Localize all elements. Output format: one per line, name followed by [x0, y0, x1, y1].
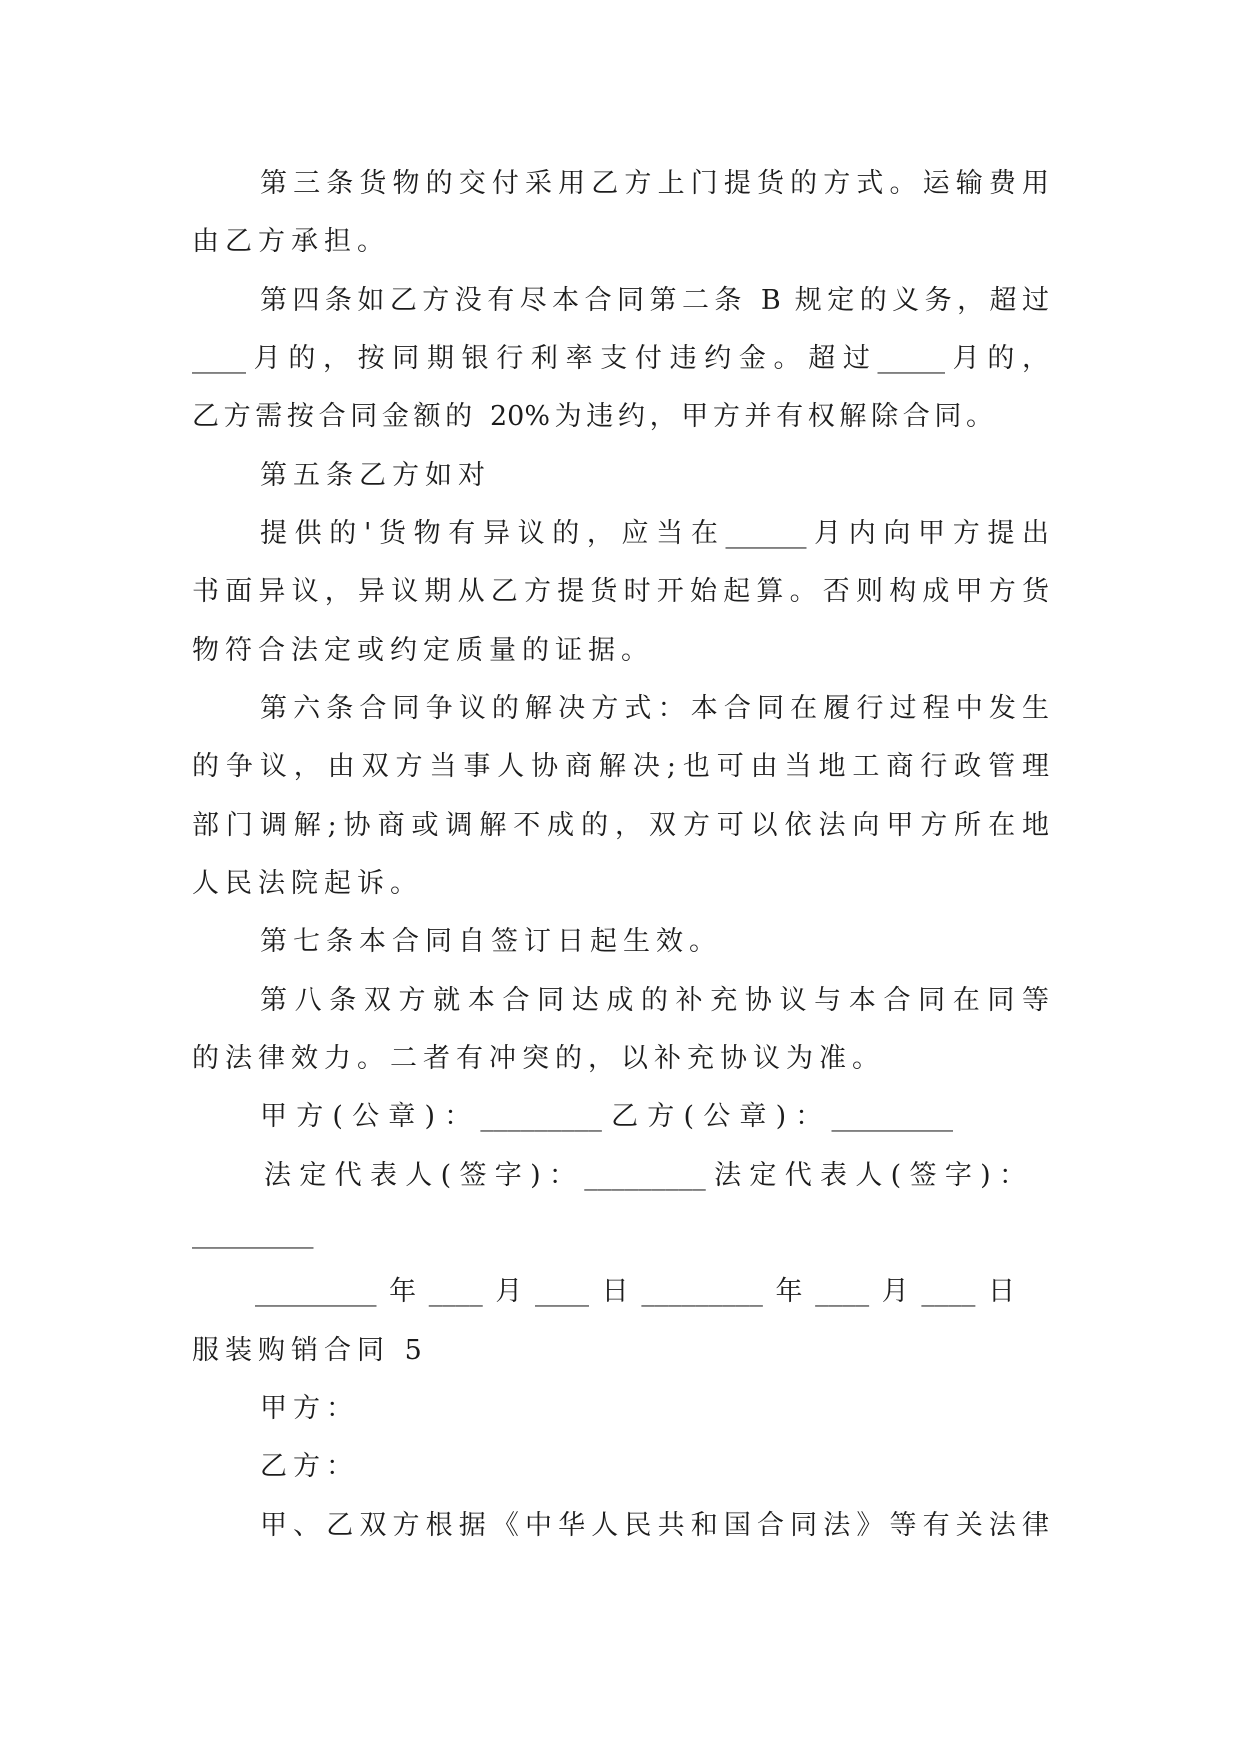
article-5-continuation-line: 提供的'货物有异议的，应当在______月内向甲方提出 — [260, 517, 1049, 549]
article-3-paragraph — [0, 155, 1241, 272]
party-a-label: 甲方： — [260, 1392, 359, 1424]
article-5-line: 第五条乙方如对 — [260, 459, 491, 491]
article-8-line: 第八条双方就本合同达成的补充协议与本合同在同等 — [260, 984, 1049, 1016]
article-6-line: 部门调解;协商或调解不成的，双方可以依法向甲方所在地 — [192, 809, 1049, 841]
article-4-line: ____月的，按同期银行利率支付违约金。超过_____月的， — [192, 342, 1049, 374]
article-5-continuation-line: 书面异议，异议期从乙方提货时开始起算。否则构成甲方货 — [192, 576, 1049, 608]
contract-title: 服装购销合同 5 — [192, 1334, 428, 1366]
article-7-line: 第七条本合同自签订日起生效。 — [260, 926, 722, 958]
representative-line: 法定代表人(签字)：_________法定代表人(签字)： — [264, 1159, 1026, 1191]
article-4-line: 第四条如乙方没有尽本合同第二条 B 规定的义务，超过 — [260, 284, 1049, 316]
article-4-line: 乙方需按合同金额的 20%为违约，甲方并有权解除合同。 — [192, 401, 993, 433]
article-7-paragraph — [0, 913, 1241, 971]
article-6-line: 的争议，由双方当事人协商解决;也可由当地工商行政管理 — [192, 751, 1049, 783]
article-5-continuation-line: 物符合法定或约定质量的证据。 — [192, 634, 654, 666]
article-3-line: 第三条货物的交付采用乙方上门提货的方式。运输费用 — [260, 168, 1049, 199]
document-body — [0, 155, 1241, 1555]
article-8-line: 的法律效力。二者有冲突的，以补充协议为准。 — [192, 1042, 885, 1074]
party-b-label: 乙方： — [260, 1451, 359, 1483]
signature-block — [0, 1088, 1241, 1321]
article-8-paragraph — [0, 972, 1241, 1089]
article-6-paragraph — [0, 680, 1241, 913]
representative-blank-line: _________ — [192, 1217, 314, 1249]
article-4-paragraph — [0, 272, 1241, 447]
preamble-line: 甲、乙双方根据《中华人民共和国合同法》等有关法律 — [260, 1509, 1049, 1541]
date-line: _________年____月____日_________年____月____日 — [255, 1276, 1015, 1308]
next-contract-section — [0, 1322, 1241, 1555]
seal-line: 甲方(公章)：_________乙方(公章)：_________ — [260, 1101, 953, 1133]
article-3-line: 由乙方承担。 — [192, 226, 390, 258]
article-5-continuation-paragraph — [0, 505, 1241, 680]
article-6-line: 人民法院起诉。 — [192, 867, 423, 899]
article-5-paragraph — [0, 447, 1241, 505]
article-6-line: 第六条合同争议的解决方式：本合同在履行过程中发生 — [260, 692, 1049, 724]
